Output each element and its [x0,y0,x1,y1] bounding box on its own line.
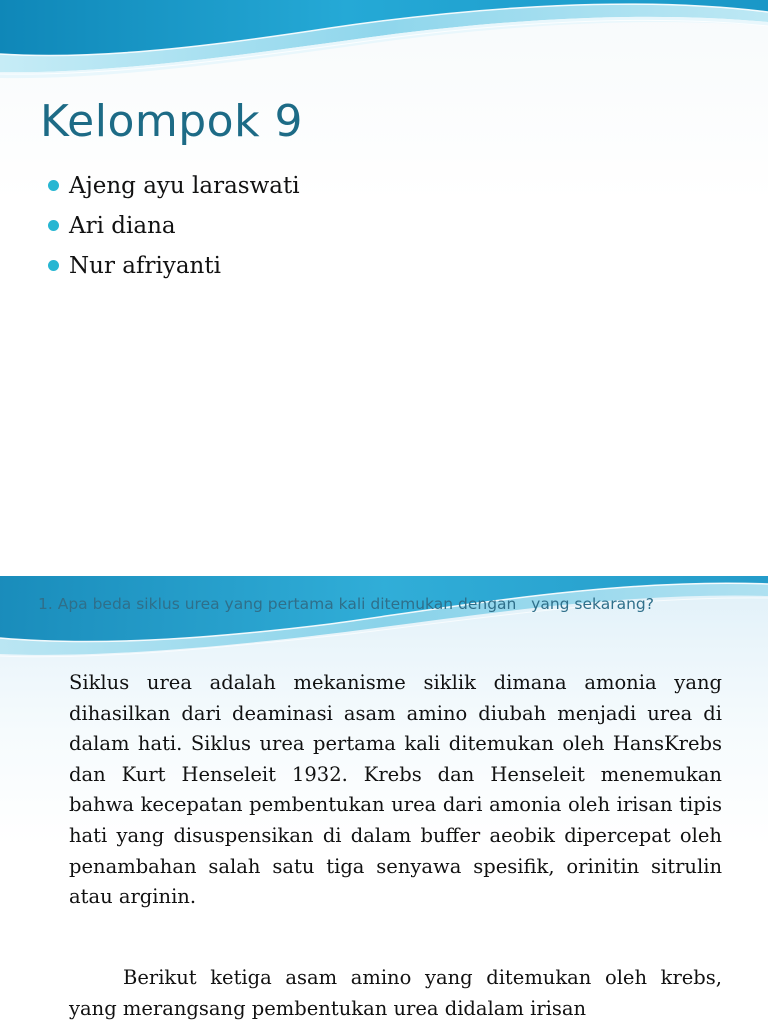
bullet-icon [48,180,59,191]
member-list [48,166,300,286]
header-wave-decoration [0,576,768,666]
member-name: Ari diana [69,213,176,239]
answer-paragraph: Siklus urea adalah mekanisme siklik dimana amonia yang dihasilkan dari deaminasi asam amino diubah menjadi urea di dalam hati. Siklus urea pertama kali ditemukan oleh HansKrebs dan Kurt Henseleit 1932. Krebs dan Henseleit menemukan bahwa kecepatan pembentukan urea dari amonia oleh irisan tipis hati yang disuspensikan di dalam buffer aeobik dipercepat oleh penambahan salah satu tiga senyawa spesifik, orinitin sitrulin atau arginin. [69,671,722,909]
question-text: 1. Apa beda siklus urea yang pertama kali ditemukan dengan yang sekarang? [38,595,654,613]
slide-title: Kelompok 9 [40,96,304,147]
bullet-icon [48,260,59,271]
list-item [48,246,300,286]
member-name: Ajeng ayu laraswati [69,173,300,199]
list-item [48,206,300,246]
header-wave-decoration [0,0,768,90]
list-item [48,166,300,206]
answer-paragraph: Berikut ketiga asam amino yang ditemukan oleh krebs, yang merangsang pembentukan urea didalam irisan [69,966,722,1020]
member-name: Nur afriyanti [69,253,221,279]
bullet-icon [48,220,59,231]
slide-2 [0,576,768,1024]
